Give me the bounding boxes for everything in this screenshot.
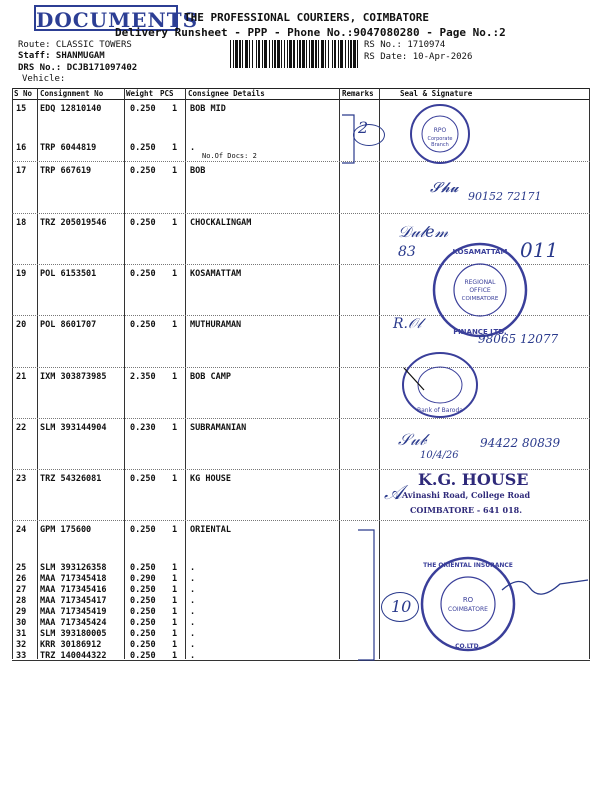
- row-separator: [12, 213, 590, 214]
- phone-18: 83: [398, 244, 416, 260]
- row-consignee: SUBRAMANIAN: [190, 423, 247, 433]
- col-divider: [124, 88, 125, 659]
- row-sno: 15: [16, 104, 27, 114]
- row-consignee: ORIENTAL: [190, 525, 231, 535]
- col-header-consignee: Consignee Details: [188, 89, 265, 98]
- row-consignee: .: [190, 640, 196, 650]
- remark-circle: [353, 124, 385, 146]
- svg-text:RPO: RPO: [433, 127, 447, 134]
- row-weight: 2.350: [130, 372, 156, 382]
- col-divider: [12, 88, 13, 659]
- row-consignment-no: MAA 717345416: [40, 585, 107, 595]
- rs-number: RS No.: 1710974: [364, 40, 446, 50]
- remark-circle: [381, 592, 419, 622]
- row-pcs: 1: [172, 618, 178, 628]
- row-separator: [12, 520, 590, 521]
- row-pcs: 1: [172, 104, 178, 114]
- kg-house-stamp-city: COIMBATORE - 641 018.: [410, 505, 522, 515]
- row-weight: 0.230: [130, 423, 156, 433]
- row-weight: 0.250: [130, 651, 156, 661]
- rs-date: RS Date: 10-Apr-2026: [364, 52, 473, 62]
- svg-text:OFFICE: OFFICE: [469, 287, 491, 294]
- row-consignee: .: [190, 618, 196, 628]
- row-consignment-no: TRP 6044819: [40, 143, 97, 153]
- row-consignment-no: GPM 175600: [40, 525, 92, 535]
- phone-18-tail: 011: [520, 238, 559, 262]
- phone-20: 98065 12077: [478, 332, 559, 346]
- oriental-insurance-seal: [418, 554, 518, 654]
- row-weight: 0.250: [130, 563, 156, 573]
- row-consignee: BOB: [190, 166, 206, 176]
- row-sno: 17: [16, 166, 27, 176]
- row-sno: 32: [16, 640, 27, 650]
- row-sno: 24: [16, 525, 27, 535]
- row-pcs: 1: [172, 607, 178, 617]
- runsheet-subtitle: Delivery Runsheet - PPP - Phone No.:9047080280 - Page No.:2: [115, 26, 506, 39]
- row-pcs: 1: [172, 596, 178, 606]
- row-sno: 23: [16, 474, 27, 484]
- row-consignment-no: KRR 30186912: [40, 640, 102, 650]
- row-consignment-no: SLM 393180005: [40, 629, 107, 639]
- row-weight: 0.250: [130, 320, 156, 330]
- row-consignee: MUTHURAMAN: [190, 320, 242, 330]
- row-consignment-no: EDQ 12810140: [40, 104, 102, 114]
- row-consignee: KOSAMATTAM: [190, 269, 242, 279]
- row-consignment-no: SLM 393144904: [40, 423, 107, 433]
- row-weight: 0.250: [130, 166, 156, 176]
- row-consignee: .: [190, 629, 196, 639]
- row-sno: 25: [16, 563, 27, 573]
- barcode-image: [230, 40, 358, 68]
- row-consignee: BOB CAMP: [190, 372, 231, 382]
- row-pcs: 1: [172, 269, 178, 279]
- row-sno: 21: [16, 372, 27, 382]
- row-pcs: 1: [172, 629, 178, 639]
- row-weight: 0.250: [130, 607, 156, 617]
- row-sno: 19: [16, 269, 27, 279]
- phone-17: 90152 72171: [468, 190, 542, 203]
- svg-text:Branch: Branch: [431, 142, 449, 148]
- row-pcs: 1: [172, 651, 178, 661]
- signature-17: 𝓢𝓱𝓾: [430, 180, 459, 196]
- remarks-bracket-lines: [330, 105, 390, 665]
- row-pcs: 1: [172, 143, 178, 153]
- remark-count-24: 10: [391, 597, 412, 616]
- svg-text:COIMBATORE: COIMBATORE: [461, 296, 499, 302]
- col-header-consignment: Consignment No: [40, 89, 104, 98]
- row-consignment-no: MAA 717345419: [40, 607, 107, 617]
- row-consignment-no: TRZ 205019546: [40, 218, 107, 228]
- row-separator: [12, 367, 590, 368]
- phone-22: 94422 80839: [480, 436, 561, 450]
- svg-text:FINANCE LTD.: FINANCE LTD.: [453, 328, 507, 336]
- row-consignee: .: [190, 563, 196, 573]
- row-consignee: BOB MID: [190, 104, 226, 114]
- row-consignee: CHOCKALINGAM: [190, 218, 252, 228]
- col-header-remarks: Remarks: [342, 89, 374, 98]
- row-pcs: 1: [172, 166, 178, 176]
- row-pcs: 1: [172, 563, 178, 573]
- row-weight: 0.250: [130, 218, 156, 228]
- remark-count-15: 2: [358, 118, 369, 137]
- svg-text:Corporate: Corporate: [427, 136, 453, 142]
- row-weight: 0.250: [130, 104, 156, 114]
- row-pcs: 1: [172, 320, 178, 330]
- date-22: 10/4/26: [420, 450, 459, 461]
- kosamattam-finance-seal: [428, 240, 532, 340]
- row-weight: 0.250: [130, 525, 156, 535]
- row-sno: 33: [16, 651, 27, 661]
- row-sno: 28: [16, 596, 27, 606]
- row-consignee: .: [190, 596, 196, 606]
- row-sno: 16: [16, 143, 27, 153]
- col-divider: [37, 88, 38, 659]
- row-consignment-no: TRZ 140044322: [40, 651, 107, 661]
- signature-24-stroke: [500, 570, 590, 600]
- bank-of-baroda-seal: [400, 350, 480, 420]
- row-consignee: KG HOUSE: [190, 474, 231, 484]
- row-pcs: 1: [172, 372, 178, 382]
- svg-text:CO.LTD.: CO.LTD.: [455, 643, 481, 650]
- row-weight: 0.290: [130, 574, 156, 584]
- row-consignment-no: POL 8601707: [40, 320, 97, 330]
- row-weight: 0.250: [130, 640, 156, 650]
- documents-stamp: DOCUMENTS: [34, 5, 178, 31]
- row-sno: 31: [16, 629, 27, 639]
- row-pcs: 1: [172, 525, 178, 535]
- row-consignment-no: TRP 667619: [40, 166, 92, 176]
- row-separator: [12, 418, 590, 419]
- row-consignment-no: SLM 393126358: [40, 563, 107, 573]
- signature-23: 𝒜: [384, 480, 403, 504]
- col-header-sno: S No: [14, 89, 33, 98]
- svg-text:Bank of Baroda: Bank of Baroda: [417, 407, 463, 414]
- row-consignment-no: MAA 717345418: [40, 574, 107, 584]
- row-weight: 0.250: [130, 143, 156, 153]
- row-pcs: 1: [172, 474, 178, 484]
- row-sno: 30: [16, 618, 27, 628]
- row-pcs: 1: [172, 218, 178, 228]
- row-consignee: .: [190, 607, 196, 617]
- row-sno: 26: [16, 574, 27, 584]
- col-header-pcs: PCS: [160, 89, 174, 98]
- row-consignment-no: TRZ 54326081: [40, 474, 102, 484]
- col-header-seal: Seal & Signature: [400, 89, 473, 98]
- company-title: THE PROFESSIONAL COURIERS, COIMBATORE: [184, 11, 430, 24]
- row-weight: 0.250: [130, 474, 156, 484]
- col-divider: [185, 88, 186, 659]
- svg-text:REGIONAL: REGIONAL: [464, 279, 496, 286]
- svg-text:THE ORIENTAL INSURANCE: THE ORIENTAL INSURANCE: [423, 562, 513, 569]
- kg-house-stamp-address: Avinashi Road, College Road: [402, 490, 531, 500]
- route-label: Route: CLASSIC TOWERS: [18, 40, 132, 50]
- row-sno: 22: [16, 423, 27, 433]
- row-consignment-no: IXM 303873985: [40, 372, 107, 382]
- vehicle-label: Vehicle:: [22, 74, 66, 84]
- row-doc-count: No.Of Docs: 2: [202, 152, 257, 160]
- row-consignee: .: [190, 143, 196, 153]
- staff-label: Staff: SHANMUGAM: [18, 51, 105, 61]
- row-consignment-no: MAA 717345424: [40, 618, 107, 628]
- row-pcs: 1: [172, 640, 178, 650]
- row-weight: 0.250: [130, 596, 156, 606]
- signature-20: 𝑅.𝒪𝓁: [393, 316, 422, 332]
- row-pcs: 1: [172, 585, 178, 595]
- row-consignment-no: POL 6153501: [40, 269, 97, 279]
- table-header-border: [12, 99, 590, 100]
- row-consignee: .: [190, 574, 196, 584]
- rpo-seal-stamp: [408, 102, 472, 166]
- row-sno: 29: [16, 607, 27, 617]
- signature-22: 𝒮𝓊𝒷: [398, 430, 427, 449]
- row-consignee: .: [190, 651, 196, 661]
- drs-label: DRS No.: DCJB171097402: [18, 63, 138, 73]
- row-weight: 0.250: [130, 618, 156, 628]
- row-sno: 18: [16, 218, 27, 228]
- row-sno: 20: [16, 320, 27, 330]
- row-separator: [12, 161, 590, 162]
- row-pcs: 1: [172, 423, 178, 433]
- row-weight: 0.250: [130, 585, 156, 595]
- row-consignee: .: [190, 585, 196, 595]
- row-sno: 27: [16, 585, 27, 595]
- signature-18: 𝒟𝓊𝓁𝑒𝓂: [398, 222, 449, 241]
- svg-text:KOSAMATTAM: KOSAMATTAM: [452, 248, 508, 256]
- col-header-weight: Weight: [126, 89, 154, 98]
- row-weight: 0.250: [130, 629, 156, 639]
- row-consignment-no: MAA 717345417: [40, 596, 107, 606]
- row-pcs: 1: [172, 574, 178, 584]
- kg-house-stamp-title: K.G. HOUSE: [418, 470, 529, 489]
- row-weight: 0.250: [130, 269, 156, 279]
- svg-text:RO: RO: [462, 596, 474, 604]
- svg-text:COIMBATORE: COIMBATORE: [448, 606, 488, 613]
